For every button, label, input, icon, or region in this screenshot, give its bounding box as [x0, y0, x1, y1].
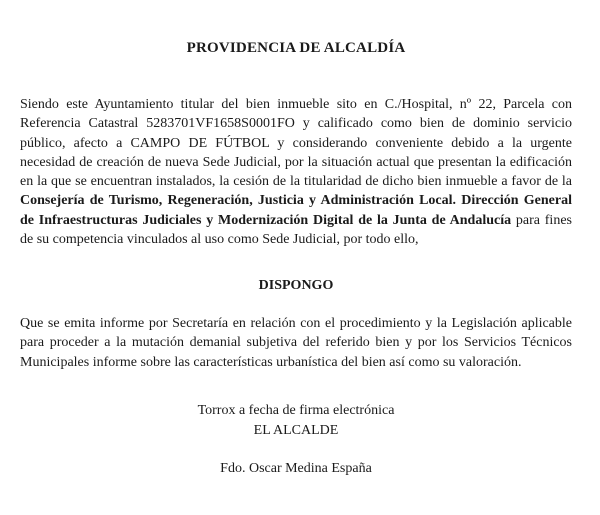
resolution-paragraph	[20, 95, 572, 249]
document-title: PROVIDENCIA DE ALCALDÍA	[186, 40, 406, 56]
signature-place-date: Torrox a fecha de firma electrónica	[197, 403, 395, 418]
disposition-paragraph: Que se emita informe por Secretaría en relación con el procedimiento y la Legislación aplicable para proceder a la mutación demanial subjetiva del referido bien y por los Servicios Técnicos Municipales informe sobre las características urbanística del bien así como su valoración.	[20, 316, 572, 370]
signature-name: Fdo. Oscar Medina España	[220, 461, 372, 476]
signature-role: EL ALCALDE	[253, 423, 339, 438]
paragraph-intro-text: Siendo este Ayuntamiento titular del bien inmueble sito en C./Hospital, nº 22, Parcela con Referencia Catastral 5283701VF1658S0001FO y calificado como bien de dominio servicio público, afecto a CAMPO DE FÚTBOL y considerando conveniente debido a la urgente necesidad de creación de nueva Sede Judicial, por la situación actual que presentan la edificación en la que se encuentran instalados, la cesión de la titularidad de dicho bien inmueble a favor de la	[20, 97, 572, 190]
beneficiary-entity-text: Consejería de Turismo, Regeneración, Justicia y Administración Local. Dirección General de Infraestructuras Judiciales y Modernización Digital de la Junta de Andalucía	[20, 193, 572, 228]
paragraph-outro-text: para fines de su competencia vinculados al uso como Sede Judicial, por todo ello,	[20, 212, 572, 248]
dispongo-heading: DISPONGO	[258, 278, 334, 293]
